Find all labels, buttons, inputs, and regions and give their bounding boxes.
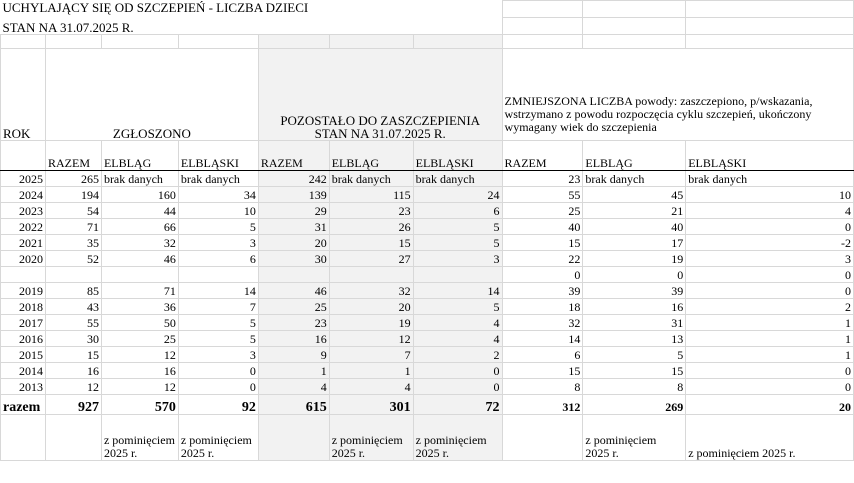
value-cell: 1 xyxy=(329,363,413,379)
table-row xyxy=(1,315,854,331)
value-cell xyxy=(329,267,413,283)
value-cell: 194 xyxy=(45,187,101,203)
pozostalo-line-2: STAN NA 31.07.2025 R. xyxy=(314,126,446,141)
value-cell: 55 xyxy=(45,315,101,331)
year-cell: 2023 xyxy=(1,203,46,219)
value-cell: 15 xyxy=(583,363,686,379)
sub-elblag-3: ELBLĄG xyxy=(583,141,686,171)
value-cell: 40 xyxy=(583,219,686,235)
value-cell: 0 xyxy=(686,363,854,379)
value-cell xyxy=(258,267,329,283)
year-cell: 2025 xyxy=(1,171,46,187)
value-cell: 32 xyxy=(101,235,178,251)
value-cell: 0 xyxy=(502,267,583,283)
value-cell: 71 xyxy=(101,283,178,299)
table-row xyxy=(1,347,854,363)
year-cell: 2021 xyxy=(1,235,46,251)
value-cell: brak danych xyxy=(413,171,502,187)
value-cell: 14 xyxy=(178,283,258,299)
value-cell: 5 xyxy=(178,315,258,331)
value-cell: 2 xyxy=(413,347,502,363)
note-cell: z pominięciem 2025 r. xyxy=(101,415,178,461)
value-cell: 20 xyxy=(258,235,329,251)
value-cell: 6 xyxy=(502,347,583,363)
value-cell: 15 xyxy=(45,347,101,363)
value-cell: 25 xyxy=(258,299,329,315)
value-cell: 13 xyxy=(583,331,686,347)
value-cell: 12 xyxy=(329,331,413,347)
value-cell: 23 xyxy=(258,315,329,331)
table-row xyxy=(1,219,854,235)
value-cell: 115 xyxy=(329,187,413,203)
table-row xyxy=(1,363,854,379)
value-cell: 39 xyxy=(583,283,686,299)
value-cell: 14 xyxy=(502,331,583,347)
value-cell: -2 xyxy=(686,235,854,251)
value-cell: 10 xyxy=(178,203,258,219)
value-cell: 242 xyxy=(258,171,329,187)
sub-elblaski-1: ELBLĄSKI xyxy=(178,141,258,171)
table-row xyxy=(1,379,854,395)
value-cell: 46 xyxy=(258,283,329,299)
value-cell: 265 xyxy=(45,171,101,187)
value-cell: 23 xyxy=(329,203,413,219)
value-cell: 19 xyxy=(329,315,413,331)
sub-elblaski-2: ELBLĄSKI xyxy=(413,141,502,171)
totals-row xyxy=(1,395,854,415)
value-cell: 6 xyxy=(178,251,258,267)
total-cell: 269 xyxy=(583,395,686,415)
rok-header: ROK xyxy=(1,49,46,141)
value-cell: 4 xyxy=(686,203,854,219)
value-cell: 31 xyxy=(583,315,686,331)
value-cell: 1 xyxy=(258,363,329,379)
value-cell: 0 xyxy=(686,267,854,283)
value-cell: 0 xyxy=(686,283,854,299)
value-cell: 21 xyxy=(583,203,686,219)
value-cell: 30 xyxy=(258,251,329,267)
year-cell: 2020 xyxy=(1,251,46,267)
value-cell: 4 xyxy=(413,331,502,347)
total-cell: 20 xyxy=(686,395,854,415)
value-cell: 16 xyxy=(258,331,329,347)
value-cell: 32 xyxy=(502,315,583,331)
value-cell: 23 xyxy=(502,171,583,187)
value-cell: 26 xyxy=(329,219,413,235)
value-cell: 15 xyxy=(329,235,413,251)
value-cell xyxy=(101,267,178,283)
value-cell: 24 xyxy=(413,187,502,203)
value-cell: 25 xyxy=(101,331,178,347)
year-cell: 2018 xyxy=(1,299,46,315)
value-cell: 52 xyxy=(45,251,101,267)
value-cell: 17 xyxy=(583,235,686,251)
value-cell: 54 xyxy=(45,203,101,219)
value-cell xyxy=(413,267,502,283)
total-cell: 570 xyxy=(101,395,178,415)
total-cell: 312 xyxy=(502,395,583,415)
sub-elblag-2: ELBLĄG xyxy=(329,141,413,171)
value-cell: 15 xyxy=(502,235,583,251)
value-cell: 40 xyxy=(502,219,583,235)
value-cell: 0 xyxy=(178,379,258,395)
value-cell: 7 xyxy=(178,299,258,315)
value-cell: 18 xyxy=(502,299,583,315)
value-cell: 27 xyxy=(329,251,413,267)
value-cell: 5 xyxy=(178,331,258,347)
value-cell: 3 xyxy=(413,251,502,267)
table-row xyxy=(1,187,854,203)
value-cell: 10 xyxy=(686,187,854,203)
value-cell: 22 xyxy=(502,251,583,267)
value-cell: 12 xyxy=(101,347,178,363)
sub-razem-1: RAZEM xyxy=(45,141,101,171)
title-line-2: STAN NA 31.07.2025 R. xyxy=(2,20,134,35)
year-cell: 2022 xyxy=(1,219,46,235)
value-cell: 9 xyxy=(258,347,329,363)
value-cell: 8 xyxy=(583,379,686,395)
zgloszono-header: ZGŁOSZONO xyxy=(45,49,258,141)
value-cell: 16 xyxy=(583,299,686,315)
value-cell: 0 xyxy=(583,267,686,283)
value-cell: 55 xyxy=(502,187,583,203)
value-cell: 71 xyxy=(45,219,101,235)
value-cell: 31 xyxy=(258,219,329,235)
total-cell: 615 xyxy=(258,395,329,415)
value-cell: 36 xyxy=(101,299,178,315)
year-cell: 2014 xyxy=(1,363,46,379)
value-cell: 15 xyxy=(502,363,583,379)
total-cell: 927 xyxy=(45,395,101,415)
table-row xyxy=(1,251,854,267)
value-cell: 0 xyxy=(178,363,258,379)
value-cell: 1 xyxy=(686,347,854,363)
zmniejszona-header: ZMNIEJSZONA LICZBA powody: zaszczepiono, p/wskazania, wstrzymano z powodu rozpoczęcia cyklu szczepień, ukończony wymagany wiek do szczepienia xyxy=(502,49,853,141)
value-cell: 3 xyxy=(686,251,854,267)
value-cell: 5 xyxy=(583,347,686,363)
value-cell: 30 xyxy=(45,331,101,347)
year-cell: 2015 xyxy=(1,347,46,363)
value-cell: 12 xyxy=(45,379,101,395)
value-cell: 0 xyxy=(413,379,502,395)
table-row xyxy=(1,331,854,347)
table-row xyxy=(1,267,854,283)
value-cell: brak danych xyxy=(583,171,686,187)
value-cell: 3 xyxy=(178,235,258,251)
sub-elblaski-3: ELBLĄSKI xyxy=(686,141,854,171)
total-cell: 72 xyxy=(413,395,502,415)
value-cell: 1 xyxy=(686,315,854,331)
value-cell: 4 xyxy=(413,315,502,331)
value-cell: 34 xyxy=(178,187,258,203)
title-line-1: UCHYLAJĄCY SIĘ OD SZCZEPIEŃ - LICZBA DZIECI xyxy=(2,0,309,15)
year-cell: 2019 xyxy=(1,283,46,299)
value-cell: brak danych xyxy=(686,171,854,187)
total-cell: 301 xyxy=(329,395,413,415)
value-cell: 0 xyxy=(686,219,854,235)
value-cell: 8 xyxy=(502,379,583,395)
value-cell: 50 xyxy=(101,315,178,331)
note-cell: z pominięciem 2025 r. xyxy=(583,415,686,461)
value-cell: 5 xyxy=(413,235,502,251)
value-cell: brak danych xyxy=(178,171,258,187)
value-cell: 16 xyxy=(101,363,178,379)
value-cell: 1 xyxy=(686,331,854,347)
value-cell: 5 xyxy=(413,219,502,235)
value-cell: 5 xyxy=(413,299,502,315)
sub-razem-3: RAZEM xyxy=(502,141,583,171)
pozostalo-header xyxy=(258,49,502,141)
value-cell: 7 xyxy=(329,347,413,363)
value-cell: 32 xyxy=(329,283,413,299)
value-cell: 12 xyxy=(101,379,178,395)
value-cell: 66 xyxy=(101,219,178,235)
value-cell: 29 xyxy=(258,203,329,219)
year-cell xyxy=(1,267,46,283)
year-cell: 2024 xyxy=(1,187,46,203)
table-row xyxy=(1,283,854,299)
value-cell: brak danych xyxy=(329,171,413,187)
year-cell: 2013 xyxy=(1,379,46,395)
table-row xyxy=(1,299,854,315)
value-cell: brak danych xyxy=(101,171,178,187)
pozostalo-line-1: POZOSTAŁO DO ZASZCZEPIENIA xyxy=(280,113,481,128)
value-cell: 2 xyxy=(686,299,854,315)
value-cell xyxy=(45,267,101,283)
value-cell: 0 xyxy=(686,379,854,395)
value-cell: 85 xyxy=(45,283,101,299)
table-row xyxy=(1,203,854,219)
sub-razem-2: RAZEM xyxy=(258,141,329,171)
value-cell: 4 xyxy=(258,379,329,395)
year-cell: 2017 xyxy=(1,315,46,331)
totals-label: razem xyxy=(1,395,46,415)
value-cell: 35 xyxy=(45,235,101,251)
sub-elblag-1: ELBLĄG xyxy=(101,141,178,171)
total-cell: 92 xyxy=(178,395,258,415)
value-cell: 160 xyxy=(101,187,178,203)
note-cell: z pominięciem 2025 r. xyxy=(178,415,258,461)
value-cell: 45 xyxy=(583,187,686,203)
value-cell: 44 xyxy=(101,203,178,219)
table-row xyxy=(1,171,854,187)
table-row xyxy=(1,235,854,251)
value-cell: 14 xyxy=(413,283,502,299)
value-cell xyxy=(178,267,258,283)
value-cell: 43 xyxy=(45,299,101,315)
value-cell: 39 xyxy=(502,283,583,299)
value-cell: 16 xyxy=(45,363,101,379)
value-cell: 3 xyxy=(178,347,258,363)
note-cell: z pominięciem 2025 r. xyxy=(329,415,413,461)
value-cell: 19 xyxy=(583,251,686,267)
value-cell: 46 xyxy=(101,251,178,267)
year-cell: 2016 xyxy=(1,331,46,347)
value-cell: 20 xyxy=(329,299,413,315)
note-cell: z pominięciem 2025 r. xyxy=(686,415,854,461)
value-cell: 5 xyxy=(178,219,258,235)
value-cell: 25 xyxy=(502,203,583,219)
value-cell: 139 xyxy=(258,187,329,203)
value-cell: 6 xyxy=(413,203,502,219)
value-cell: 4 xyxy=(329,379,413,395)
value-cell: 0 xyxy=(413,363,502,379)
note-cell: z pominięciem 2025 r. xyxy=(413,415,502,461)
notes-row xyxy=(1,415,854,461)
